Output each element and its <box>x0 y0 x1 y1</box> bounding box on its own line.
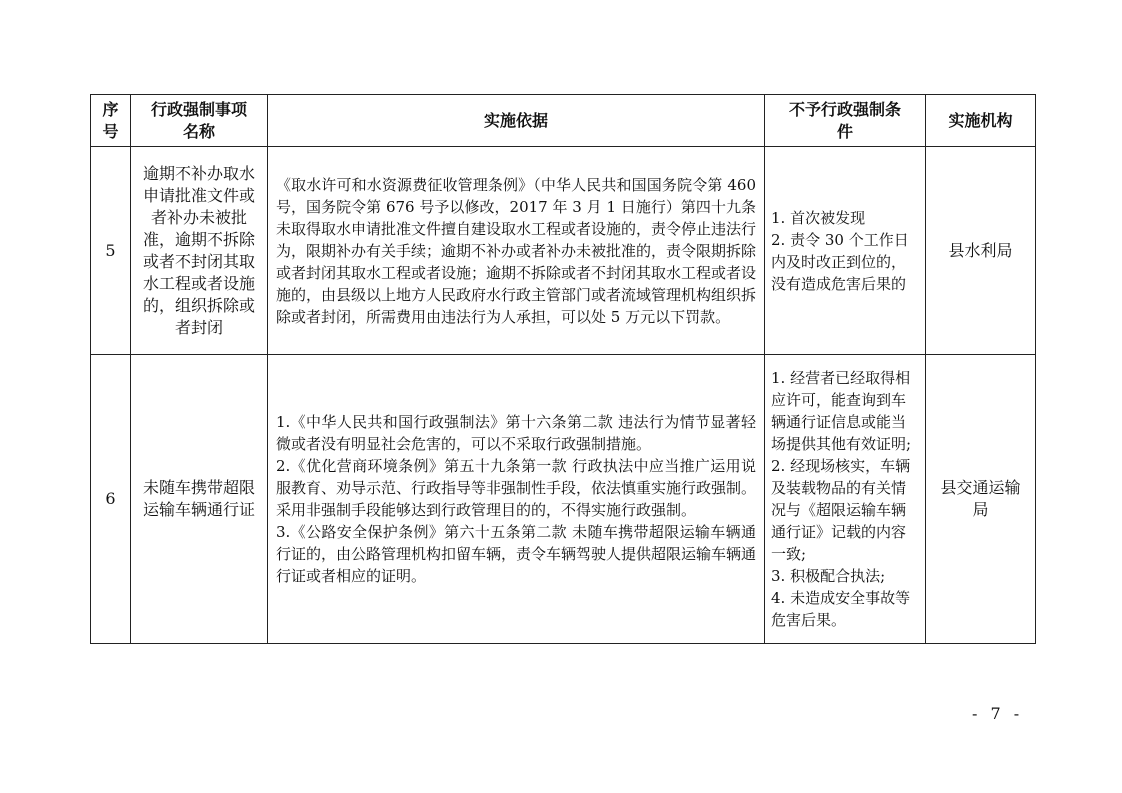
header-basis: 实施依据 <box>268 95 765 147</box>
table-row <box>91 147 1036 355</box>
row-conditions <box>765 147 926 355</box>
row-serial-number: 5 <box>91 147 131 355</box>
header-serial-number: 序号 <box>91 95 131 147</box>
header-item-name: 行政强制事项名称 <box>131 95 268 147</box>
enforcement-items-table <box>90 94 1036 644</box>
condition-item: 3. 积极配合执法; <box>771 567 886 585</box>
header-org: 实施机构 <box>926 95 1036 147</box>
condition-item: 4. 未造成安全事故等危害后果。 <box>771 589 911 629</box>
basis-paragraph: 《取水许可和水资源费征收管理条例》（中华人民共和国国务院令第 460 号，国务院令第 676 号予以修改，2017 年 3 月 1 日施行）第四十九条 未取得取水申请批准文件擅自建设取水工程或者设施的，责令停止违法行为，限期补办有关手续；逾期不补办或者补办未被批准的，责令限期拆除或者封闭其取水工程或者设施；逾期不拆除或者不封闭其取水工程或者设施的，由县级以上地方人民政府水行政主管部门或者流域管理机构组织拆除或者封闭，所需费用由违法行为人承担，可以处 5 万元以下罚款。 <box>276 175 772 326</box>
row-conditions <box>765 355 926 644</box>
page-number: - 7 - <box>972 704 1024 723</box>
row-basis <box>268 147 772 355</box>
condition-item: 1. 经营者已经取得相应许可，能查询到车辆通行证信息或能当场提供其他有效证明; <box>771 369 912 453</box>
table-header-row <box>91 95 1036 147</box>
basis-paragraph: 3.《公路安全保护条例》第六十五条第二款 未随车携带超限运输车辆通行证的，由公路管理机构扣留车辆，责令车辆驾驶人提供超限运输车辆通行证或者相应的证明。 <box>276 523 757 585</box>
condition-item: 2. 经现场核实，车辆及装载物品的有关情况与《超限运输车辆通行证》记载的内容一致; <box>771 457 911 563</box>
row-org: 县水利局 <box>926 147 1036 355</box>
basis-paragraph: 2.《优化营商环境条例》第五十九条第一款 行政执法中应当推广运用说服教育、劝导示范、行政指导等非强制性手段，依法慎重实施行政强制。采用非强制手段能够达到行政管理目的的，不得实施行政强制。 <box>276 457 757 519</box>
row-serial-number: 6 <box>91 355 131 644</box>
condition-item: 2. 责令 30 个工作日内及时改正到位的，没有造成危害后果的 <box>771 230 909 293</box>
table-row <box>91 355 1036 644</box>
row-item-name: 逾期不补办取水申请批准文件或者补办未被批准，逾期不拆除或者不封闭其取水工程或者设施的，组织拆除或者封闭 <box>131 147 268 355</box>
header-condition: 不予行政强制条件 <box>765 95 926 147</box>
row-org: 县交通运输局 <box>926 355 1036 644</box>
condition-item: 1. 首次被发现 <box>771 208 866 227</box>
row-basis <box>268 355 765 644</box>
row-item-name: 未随车携带超限运输车辆通行证 <box>131 355 268 644</box>
basis-paragraph: 1.《中华人民共和国行政强制法》第十六条第二款 违法行为情节显著轻微或者没有明显社会危害的，可以不采取行政强制措施。 <box>276 413 756 453</box>
